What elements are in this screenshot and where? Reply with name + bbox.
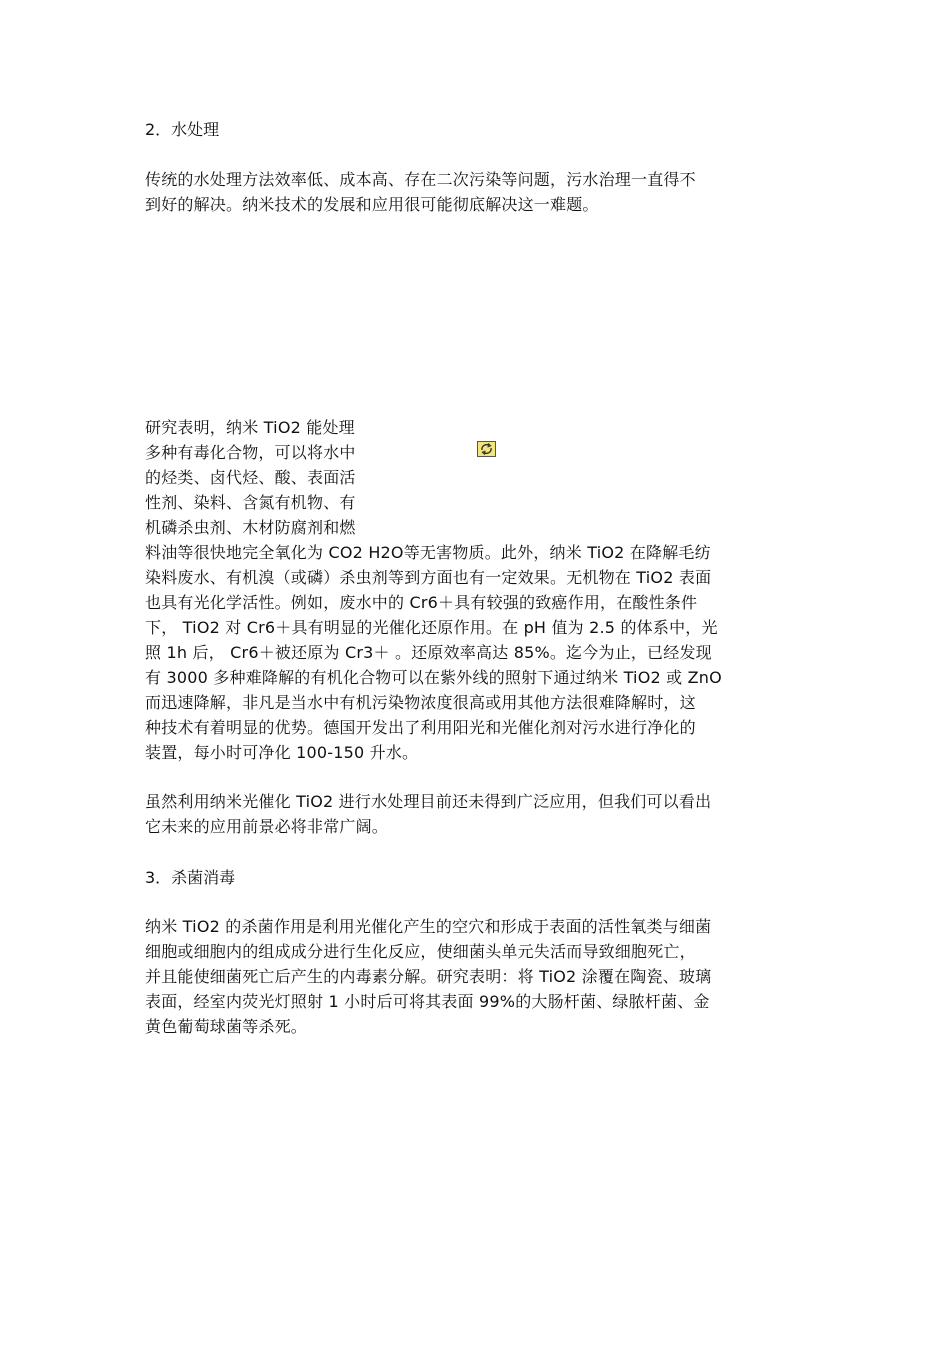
paragraph-line: 它未来的应用前景必将非常广阔。 xyxy=(145,817,389,836)
paragraph-line: 纳米 TiO2 的杀菌作用是利用光催化产生的空穴和形成于表面的活性氧类与细菌 xyxy=(145,917,712,936)
paragraph-line: 传统的水处理方法效率低、成本高、存在二次污染等问题，污水治理一直得不 xyxy=(145,170,696,189)
paragraph-line: 黄色葡萄球菌等杀死。 xyxy=(145,1017,308,1036)
paragraph-line: 细胞或细胞内的组成成分进行生化反应，使细菌头单元失活而导致细胞死亡， xyxy=(145,942,696,961)
paragraph-line: 性剂、染料、含氮有机物、有 xyxy=(145,493,356,512)
refresh-arrows-icon xyxy=(478,442,495,456)
paragraph-line: 表面，经室内荧光灯照射 1 小时后可将其表面 99%的大肠杆菌、绿脓杆菌、金 xyxy=(145,992,710,1011)
paragraph-line: 到好的解决。纳米技术的发展和应用很可能彻底解决这一难题。 xyxy=(145,195,599,214)
paragraph-line: 研究表明，纳米 TiO2 能处理 xyxy=(145,418,355,437)
paragraph-line: 并且能使细菌死亡后产生的内毒素分解。研究表明：将 TiO2 涂覆在陶瓷、玻璃 xyxy=(145,967,712,986)
paragraph-line: 装置，每小时可净化 100-150 升水。 xyxy=(145,743,419,762)
embedded-object-icon xyxy=(477,441,496,457)
paragraph-line: 而迅速降解，非凡是当水中有机污染物浓度很高或用其他方法很难降解时，这 xyxy=(145,693,696,712)
paragraph-line: 料油等很快地完全氧化为 CO2 H2O等无害物质。此外，纳米 TiO2 在降解毛纺 xyxy=(145,543,711,562)
paragraph-line: 染料废水、有机溴（或磷）杀虫剂等到方面也有一定效果。无机物在 TiO2 表面 xyxy=(145,568,712,587)
paragraph-line: 机磷杀虫剂、木材防腐剂和燃 xyxy=(145,518,356,537)
paragraph-line: 的烃类、卤代烃、酸、表面活 xyxy=(145,468,356,487)
paragraph-line: 也具有光化学活性。例如，废水中的 Cr6＋具有较强的致癌作用，在酸性条件 xyxy=(145,593,698,612)
paragraph-line: 照 1h 后， Cr6＋被还原为 Cr3＋ 。还原效率高达 85%。迄今为止，已经发现 xyxy=(145,643,712,662)
paragraph-line: 种技术有着明显的优势。德国开发出了利用阳光和光催化剂对污水进行净化的 xyxy=(145,718,696,737)
section-3-heading: 3．杀菌消毒 xyxy=(145,868,236,887)
paragraph-line: 虽然利用纳米光催化 TiO2 进行水处理目前还未得到广泛应用，但我们可以看出 xyxy=(145,792,712,811)
section-2-heading: 2．水处理 xyxy=(145,120,220,139)
paragraph-line: 有 3000 多种难降解的有机化合物可以在紫外线的照射下通过纳米 TiO2 或 ZnO xyxy=(145,668,722,687)
paragraph-line: 下， TiO2 对 Cr6＋具有明显的光催化还原作用。在 pH 值为 2.5 的体系中，光 xyxy=(145,618,718,637)
paragraph-line: 多种有毒化合物，可以将水中 xyxy=(145,443,356,462)
